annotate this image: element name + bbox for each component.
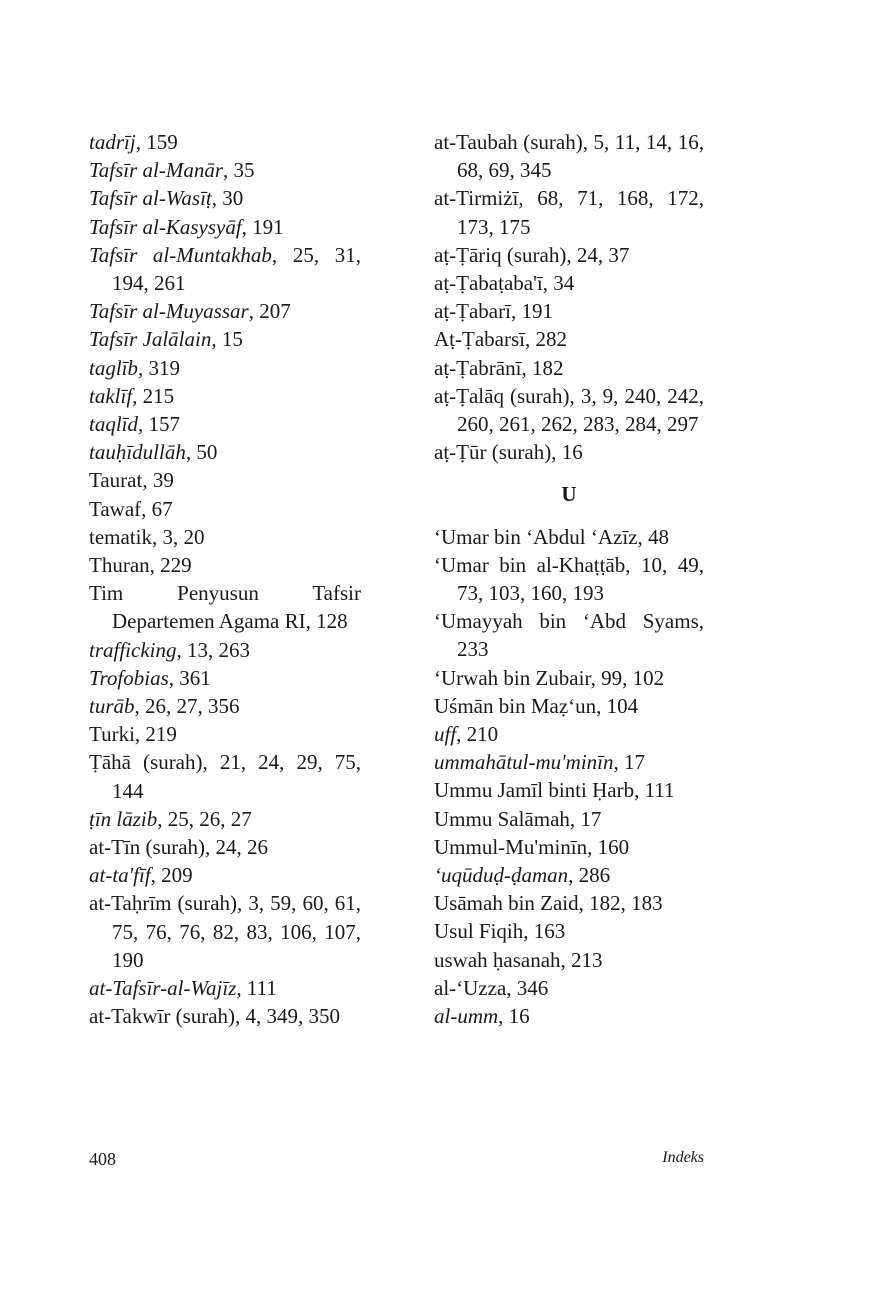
index-term: Tim Penyusun Tafsir Departemen Agama RI — [89, 581, 361, 634]
index-term: Uśmān bin Maẓ‘un — [434, 693, 597, 718]
index-page-refs: 67 — [151, 496, 173, 521]
index-term: aṭ-Ṭabarī — [434, 299, 511, 324]
index-separator: , — [569, 383, 581, 408]
index-term: al-‘Uzza — [434, 975, 507, 1000]
index-entry — [434, 551, 704, 607]
index-separator: , — [202, 750, 220, 775]
index-term: aṭ-Ṭūr (surah) — [434, 440, 552, 465]
index-entry — [434, 889, 704, 917]
index-separator: , — [587, 834, 598, 859]
index-term: aṭ-Ṭalāq (surah) — [434, 383, 570, 408]
index-term: at-Tīn (surah) — [89, 835, 206, 860]
index-page-refs: 16 — [508, 1004, 530, 1029]
index-separator: , — [150, 863, 162, 888]
index-separator: , — [168, 665, 180, 690]
index-page-refs: 319 — [148, 355, 181, 380]
index-term: taqlīd — [89, 412, 139, 437]
index-page-refs: 215 — [142, 383, 175, 408]
index-entry — [434, 382, 704, 438]
index-entry — [434, 664, 704, 692]
index-page-refs: 24, 26 — [215, 835, 269, 860]
index-page-refs: 25, 31, 194, 261 — [112, 242, 362, 296]
index-term: Tafsīr al-Muyassar — [89, 299, 249, 324]
index-separator: , — [132, 383, 143, 408]
index-term: ummahātul-mu'minīn — [434, 750, 614, 775]
index-page-refs: 213 — [571, 947, 603, 972]
index-entry — [89, 325, 361, 353]
index-column-left — [89, 128, 361, 1031]
index-term: tadrīj — [89, 130, 136, 154]
index-page-refs: 160 — [597, 834, 630, 859]
index-page-refs: 111 — [246, 976, 277, 1001]
index-page-refs: 21, 24, 29, 75, 144 — [112, 750, 362, 803]
index-term: at-Tafsīr-al-Wajīz — [89, 976, 237, 1001]
index-separator: , — [134, 722, 146, 747]
index-page-refs: 3, 59, 60, 61, 75, 76, 76, 82, 83, 106, 107, 190 — [112, 891, 362, 972]
running-footer-label: Indeks — [662, 1149, 704, 1166]
index-page-refs: 157 — [148, 412, 181, 437]
index-entry — [89, 156, 361, 184]
index-page-refs: 111 — [644, 778, 675, 803]
index-term: Tafsīr al-Kasysyāf — [89, 214, 242, 239]
index-term: Turki — [89, 722, 135, 747]
index-term: tauḥīdullāh — [89, 440, 186, 465]
index-term: ṭīn lāzib — [89, 806, 158, 831]
index-term: at-Takwīr (surah) — [89, 1004, 236, 1029]
index-page-refs: 26, 27, 356 — [145, 694, 240, 719]
index-page-refs: 17 — [623, 750, 645, 775]
index-separator: , — [176, 637, 187, 662]
index-term: trafficking — [89, 637, 177, 662]
index-entry — [89, 382, 361, 410]
index-entry — [89, 861, 361, 889]
index-entry — [89, 184, 361, 212]
index-separator: , — [590, 665, 602, 690]
index-term: Tafsīr al-Wasīṭ — [89, 186, 212, 211]
index-term: Ummu Jamīl binti Ḥarb — [434, 778, 635, 803]
index-entry — [89, 523, 361, 551]
index-page-refs: 68, 71, 168, 172, 173, 175 — [457, 186, 705, 239]
index-separator: , — [134, 694, 146, 719]
index-page-refs: 50 — [196, 440, 218, 465]
index-entry — [89, 495, 361, 523]
index-separator: , — [637, 524, 649, 549]
index-term: turāb — [89, 694, 135, 719]
index-entry — [434, 241, 704, 269]
index-entry — [89, 241, 361, 297]
index-page-refs: 17 — [580, 806, 602, 831]
index-separator: , — [223, 158, 234, 183]
index-entry — [434, 946, 704, 974]
index-entry — [89, 128, 361, 156]
index-separator: , — [237, 891, 249, 916]
index-separator: , — [569, 806, 581, 831]
index-separator: , — [568, 863, 579, 888]
index-term: Usul Fiqih — [434, 919, 524, 944]
index-entry — [434, 776, 704, 804]
index-separator: , — [634, 778, 645, 803]
index-entry — [434, 297, 704, 325]
index-term: al-umm — [434, 1004, 499, 1029]
index-separator: , — [578, 891, 590, 916]
index-separator: , — [582, 130, 594, 154]
index-entry — [89, 438, 361, 466]
index-term: ‘Umar bin ‘Abdul ‘Azīz — [434, 524, 638, 549]
index-entry — [434, 1002, 704, 1030]
index-page-refs: 219 — [145, 722, 177, 747]
index-entry — [434, 607, 704, 663]
index-separator: , — [236, 976, 247, 1001]
index-separator: , — [518, 186, 538, 211]
index-page-refs: 48 — [648, 524, 670, 549]
index-term: at-Taḥrīm (surah) — [89, 891, 238, 916]
index-page-refs: 182 — [531, 355, 564, 380]
index-page-refs: 207 — [259, 299, 291, 324]
index-page-refs: 99, 102 — [601, 665, 665, 690]
index-page-refs: 210 — [466, 722, 499, 747]
index-page-refs: 282 — [535, 327, 567, 352]
index-separator: , — [211, 327, 222, 352]
index-separator: , — [149, 553, 161, 578]
index-term: at-Tirmiżī — [434, 186, 519, 211]
index-entry — [89, 805, 361, 833]
index-group-t-continued — [434, 128, 704, 466]
index-entry — [89, 1002, 361, 1030]
index-column-right — [434, 128, 704, 1030]
index-separator: , — [305, 609, 317, 634]
index-page-refs: 159 — [146, 130, 178, 154]
index-page-refs: 25, 26, 27 — [167, 806, 252, 831]
index-entry — [89, 213, 361, 241]
index-term: Tafsīr al-Muntakhab — [89, 242, 272, 267]
index-separator: , — [211, 186, 223, 211]
index-entry — [434, 805, 704, 833]
index-separator: , — [625, 552, 642, 577]
index-separator: , — [157, 806, 168, 831]
index-entry — [434, 720, 704, 748]
index-page-refs: 3, 9, 240, 242, 260, 261, 262, 283, 284, 297 — [457, 383, 704, 437]
index-term: taglīb — [89, 355, 139, 380]
index-separator: , — [205, 835, 216, 860]
index-term: Ṭāhā (surah) — [89, 750, 203, 775]
index-separator: , — [510, 299, 522, 324]
index-page-refs: 35 — [233, 158, 255, 183]
index-entry — [89, 410, 361, 438]
index-separator: , — [151, 524, 163, 549]
index-term: Trofobias — [89, 665, 169, 690]
index-page-refs: 24, 37 — [576, 242, 630, 267]
index-page-refs: 30 — [222, 186, 244, 211]
index-separator: , — [506, 975, 517, 1000]
index-entry — [434, 974, 704, 1002]
index-page-refs: 5, 11, 14, 16, 68, 69, 345 — [457, 130, 704, 183]
index-term: uswah ḥasanah — [434, 947, 561, 972]
index-term: taklīf — [89, 383, 133, 408]
index-page-refs: 163 — [533, 919, 566, 944]
index-term: ‘Umayyah bin ‘Abd Syams — [434, 609, 699, 634]
index-entry — [89, 720, 361, 748]
index-page-refs: 361 — [179, 665, 211, 690]
index-separator: , — [542, 271, 554, 296]
index-entry — [434, 861, 704, 889]
index-separator: , — [560, 947, 572, 972]
index-term: uff — [434, 722, 457, 747]
index-page-refs: 209 — [161, 863, 193, 888]
index-entry — [89, 579, 361, 635]
index-page-refs: 346 — [516, 975, 549, 1000]
index-entry — [434, 269, 704, 297]
index-page-refs: 128 — [316, 609, 348, 634]
index-entry — [434, 325, 704, 353]
index-entry — [89, 974, 361, 1002]
index-page-refs: 16 — [561, 440, 583, 465]
index-term: aṭ-Ṭabaṭaba'ī — [434, 271, 543, 296]
index-term: Usāmah bin Zaid — [434, 891, 579, 916]
index-term: aṭ-Ṭāriq (surah) — [434, 242, 567, 267]
index-page-refs: 13, 263 — [187, 637, 250, 662]
index-page-refs: 10, 49, 73, 103, 160, 193 — [457, 552, 705, 606]
index-entry — [89, 833, 361, 861]
index-page-refs: 3, 20 — [162, 524, 205, 549]
index-term: at-ta'fīf — [89, 863, 151, 888]
index-page-refs: 229 — [160, 553, 192, 578]
index-term: Taurat — [89, 468, 143, 493]
index-entry — [89, 692, 361, 720]
index-term: Ummu Salāmah — [434, 806, 570, 831]
index-entry — [434, 692, 704, 720]
index-separator: , — [185, 440, 197, 465]
index-term: Tawaf — [89, 496, 142, 521]
index-entry — [89, 297, 361, 325]
index-term: ‘uqūduḍ-ḍaman — [434, 863, 569, 888]
index-page-refs: 104 — [606, 693, 639, 718]
index-separator: , — [523, 919, 534, 944]
index-separator: , — [698, 609, 704, 634]
index-separator: , — [138, 412, 149, 437]
index-term: Tafsīr Jalālain — [89, 327, 212, 352]
index-entry — [434, 128, 704, 184]
index-entry — [434, 354, 704, 382]
index-separator: , — [271, 242, 293, 267]
index-separator: , — [135, 130, 147, 154]
index-separator: , — [524, 327, 536, 352]
index-entry — [89, 551, 361, 579]
index-entry — [434, 833, 704, 861]
index-separator: , — [551, 440, 562, 465]
index-entry — [89, 889, 361, 974]
index-page-refs: 34 — [553, 271, 575, 296]
index-separator: , — [613, 750, 624, 775]
index-entry — [434, 523, 704, 551]
index-entry — [89, 664, 361, 692]
index-separator: , — [141, 496, 152, 521]
index-entry — [434, 438, 704, 466]
index-entry — [89, 466, 361, 494]
index-term: tematik — [89, 524, 152, 549]
index-term: Ummul-Mu'minīn — [434, 834, 588, 859]
index-separator: , — [566, 242, 577, 267]
index-term: Thuran — [89, 553, 150, 578]
page-number: 408 — [89, 1149, 116, 1169]
index-page-refs: 4, 349, 350 — [245, 1004, 341, 1029]
index-separator: , — [498, 1004, 509, 1029]
index-entry — [434, 184, 704, 240]
index-separator: , — [521, 355, 532, 380]
index-term: at-Taubah (surah) — [434, 130, 583, 154]
index-term: aṭ-Ṭabrānī — [434, 355, 522, 380]
section-letter-heading: U — [561, 482, 577, 507]
index-separator: , — [142, 468, 153, 493]
index-term: ‘Urwah bin Zubair — [434, 665, 591, 690]
index-entry — [434, 917, 704, 945]
index-entry — [89, 354, 361, 382]
index-separator: , — [456, 722, 467, 747]
index-separator: , — [235, 1004, 246, 1029]
index-term: Aṭ-Ṭabarsī — [434, 327, 525, 352]
index-separator: , — [138, 355, 149, 380]
index-page-refs: 286 — [578, 863, 611, 888]
index-page-refs: 39 — [152, 468, 174, 493]
index-separator: , — [248, 299, 260, 324]
index-page-refs: 182, 183 — [589, 891, 663, 916]
index-group-u — [434, 523, 704, 1031]
index-page-refs: 233 — [457, 637, 489, 662]
index-separator: , — [241, 214, 253, 239]
index-term: Tafsīr al-Manār — [89, 158, 224, 183]
index-entry — [89, 748, 361, 804]
index-entry — [89, 636, 361, 664]
index-separator: , — [596, 693, 607, 718]
index-page-refs: 15 — [221, 327, 243, 352]
index-page-refs: 191 — [252, 214, 284, 239]
index-page-refs: 191 — [521, 299, 553, 324]
index-term: ‘Umar bin al-Khaṭṭāb — [434, 552, 626, 577]
index-entry — [434, 748, 704, 776]
